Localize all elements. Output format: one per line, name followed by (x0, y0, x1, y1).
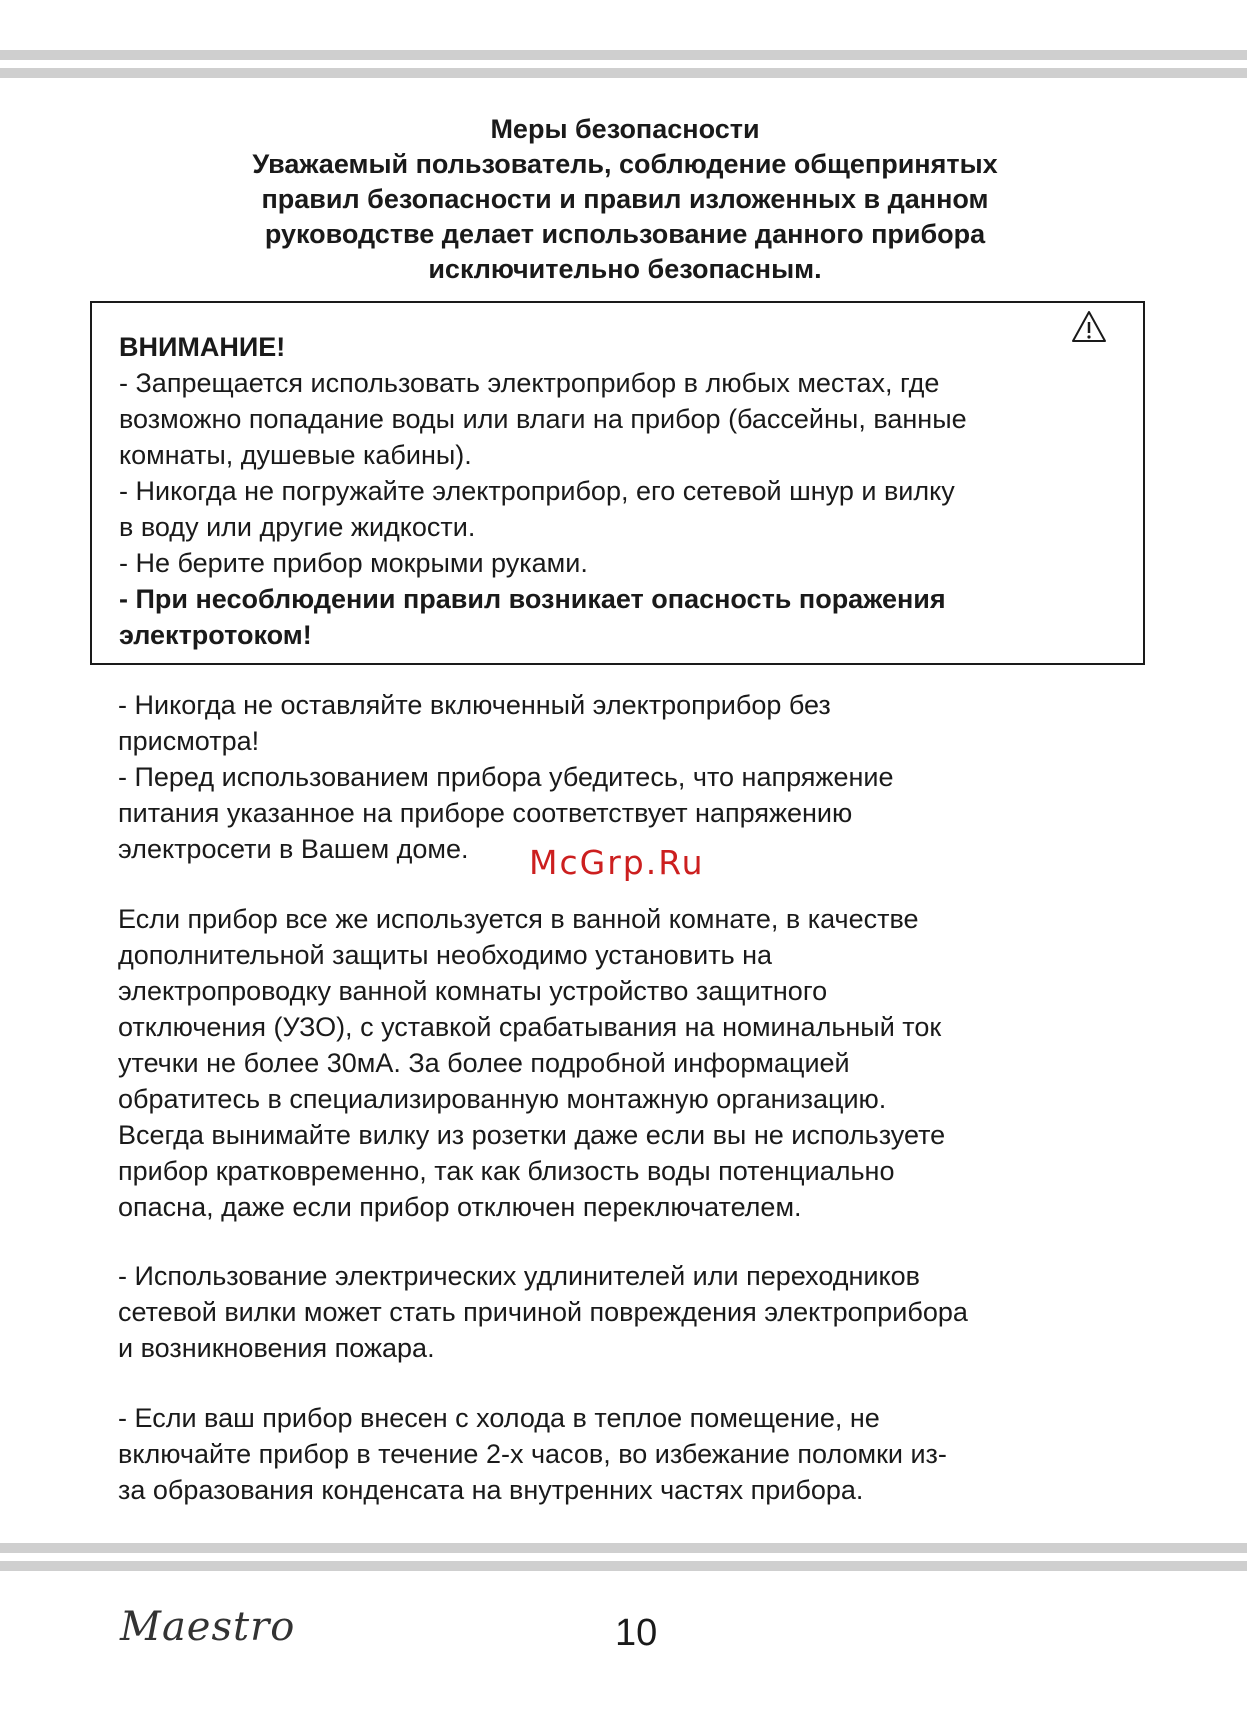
section-condensation (118, 1400, 1128, 1508)
warning-line: комнаты, душевые кабины). (119, 440, 472, 470)
warning-line: возможно попадание воды или влаги на прибор (бассейны, ванные (119, 404, 967, 434)
warning-line: - Никогда не погружайте электроприбор, его сетевой шнур и вилку (119, 476, 955, 506)
warning-line: - Запрещается использовать электроприбор в любых местах, где (119, 368, 940, 398)
page-header (90, 112, 1160, 287)
text-line: - Никогда не оставляйте включенный электроприбор без (118, 690, 831, 720)
text-line: Всегда вынимайте вилку из розетки даже если вы не используете (118, 1120, 946, 1150)
page-number: 10 (615, 1612, 658, 1654)
brand-logo: Maestro (120, 1604, 296, 1650)
text-line: - Использование электрических удлинителей или переходников (118, 1261, 920, 1291)
section-extensions (118, 1258, 1128, 1366)
header-line: исключительно безопасным. (428, 254, 822, 284)
warning-bold-line: - При несоблюдении правил возникает опасность поражения (119, 584, 946, 614)
text-line: прибор кратковременно, так как близость воды потенциально (118, 1156, 895, 1186)
bottom-rule-1 (0, 1543, 1247, 1553)
text-line: - Перед использованием прибора убедитесь, что напряжение (118, 762, 894, 792)
header-line: Уважаемый пользователь, соблюдение общепринятых (252, 149, 998, 179)
text-line: электросети в Вашем доме. (118, 834, 469, 864)
warning-bold-line: электротоком! (119, 620, 312, 650)
warning-text (119, 365, 1129, 653)
text-line: утечки не более 30мА. За более подробной информацией (118, 1048, 850, 1078)
text-line: питания указанное на приборе соответствует напряжению (118, 798, 853, 828)
section-supervision (118, 687, 1128, 867)
text-line: включайте прибор в течение 2-х часов, во избежание поломки из- (118, 1439, 947, 1469)
text-line: электропроводку ванной комнаты устройство защитного (118, 976, 828, 1006)
top-rule-1 (0, 50, 1247, 60)
text-line: присмотра! (118, 726, 260, 756)
text-line: и возникновения пожара. (118, 1333, 435, 1363)
header-line: руководстве делает использование данного прибора (264, 219, 986, 249)
warning-triangle-icon (1071, 309, 1107, 345)
text-line: дополнительной защиты необходимо установить на (118, 940, 773, 970)
text-line: Если прибор все же используется в ванной комнате, в качестве (118, 904, 919, 934)
text-line: отключения (УЗО), с уставкой срабатывания на номинальный ток (118, 1012, 942, 1042)
warning-title: ВНИМАНИЕ! (119, 332, 286, 362)
text-line: опасна, даже если прибор отключен переключателем. (118, 1192, 802, 1222)
text-line: за образования конденсата на внутренних частях прибора. (118, 1475, 864, 1505)
section-bathroom (118, 901, 1128, 1225)
top-rule-2 (0, 68, 1247, 78)
warning-line: - Не берите прибор мокрыми руками. (119, 548, 588, 578)
text-line: сетевой вилки может стать причиной повреждения электроприбора (118, 1297, 968, 1327)
warning-box (90, 301, 1145, 665)
text-line: обратитесь в специализированную монтажную организацию. (118, 1084, 887, 1114)
watermark: McGrp.Ru (529, 843, 705, 882)
text-line: - Если ваш прибор внесен с холода в теплое помещение, не (118, 1403, 880, 1433)
header-line: правил безопасности и правил изложенных в данном (261, 184, 989, 214)
warning-line: в воду или другие жидкости. (119, 512, 476, 542)
bottom-rule-2 (0, 1561, 1247, 1571)
page-title: Меры безопасности (490, 114, 760, 144)
